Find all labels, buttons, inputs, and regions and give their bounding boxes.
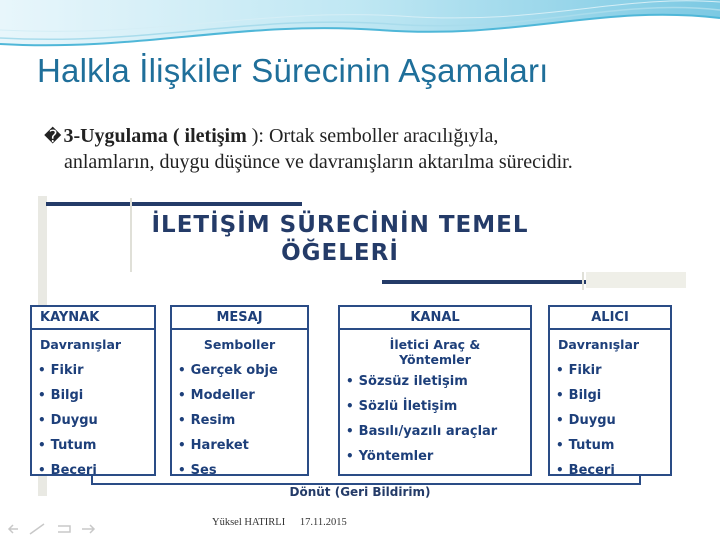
list-item: • Bilgi [38,383,154,408]
list-item: • Sözsüz iletişim [346,369,530,394]
diagram-title-line2: ÖĞELERİ [281,240,399,266]
column-kaynak [30,305,156,476]
back-arrow-icon[interactable] [9,525,18,533]
slide-footer [212,517,359,528]
footer-author: Yüksel HATIRLI [212,517,286,528]
diagram-title-line1: İLETİŞİM SÜRECİNİN TEMEL [151,212,529,238]
term-text: 3-Uygulama ( iletişim [63,125,252,147]
slide-title: Halkla İlişkiler Sürecinin Aşamaları [37,52,549,89]
list-item: • Duygu [556,408,670,433]
column-items [172,358,307,483]
column-mesaj [170,305,309,476]
list-item: • Modeller [178,383,307,408]
column-items [550,358,670,483]
return-icon[interactable] [58,526,70,532]
column-header: MESAJ [172,307,307,330]
list-item: • Fikir [38,358,154,383]
list-item: • Bilgi [556,383,670,408]
column-alici [548,305,672,476]
list-item: • Tutum [38,433,154,458]
list-item: • Duygu [38,408,154,433]
column-kanal [338,305,532,476]
column-header: ALICI [550,307,670,330]
list-item: • Tutum [556,433,670,458]
column-items [340,369,530,469]
column-subheader: Davranışlar [558,337,640,352]
column-header: KAYNAK [32,307,154,330]
next-icon[interactable] [82,525,94,533]
bullet-glyph: � [44,127,62,147]
definition-line1: ): Ortak semboller aracılığıyla, [251,125,499,147]
list-item: • Fikir [556,358,670,383]
column-items [32,358,154,483]
list-item: • Beceri [38,458,154,483]
list-item: • Basılı/yazılı araçlar [346,419,530,444]
list-item: • Gerçek obje [178,358,307,383]
column-header: KANAL [340,307,530,330]
feedback-label: Dönüt (Geri Bildirim) [289,485,431,499]
slide-nav-controls [6,522,101,536]
column-subheader: Davranışlar [40,337,122,352]
list-item: • Ses [178,458,307,483]
list-item: • Hareket [178,433,307,458]
column-subheader: Semboller [203,337,276,352]
definition-line2: anlamların, duygu düşünce ve davranışların aktarılma sürecidir. [64,151,573,173]
list-item: • Resim [178,408,307,433]
forward-arrow-icon[interactable] [30,524,44,534]
list-item: • Beceri [556,458,670,483]
footer-date: 17.11.2015 [299,517,347,528]
column-subheader: İletici Araç & Yöntemler [389,337,481,367]
list-item: • Yöntemler [346,444,530,469]
list-item: • Sözlü İletişim [346,394,530,419]
